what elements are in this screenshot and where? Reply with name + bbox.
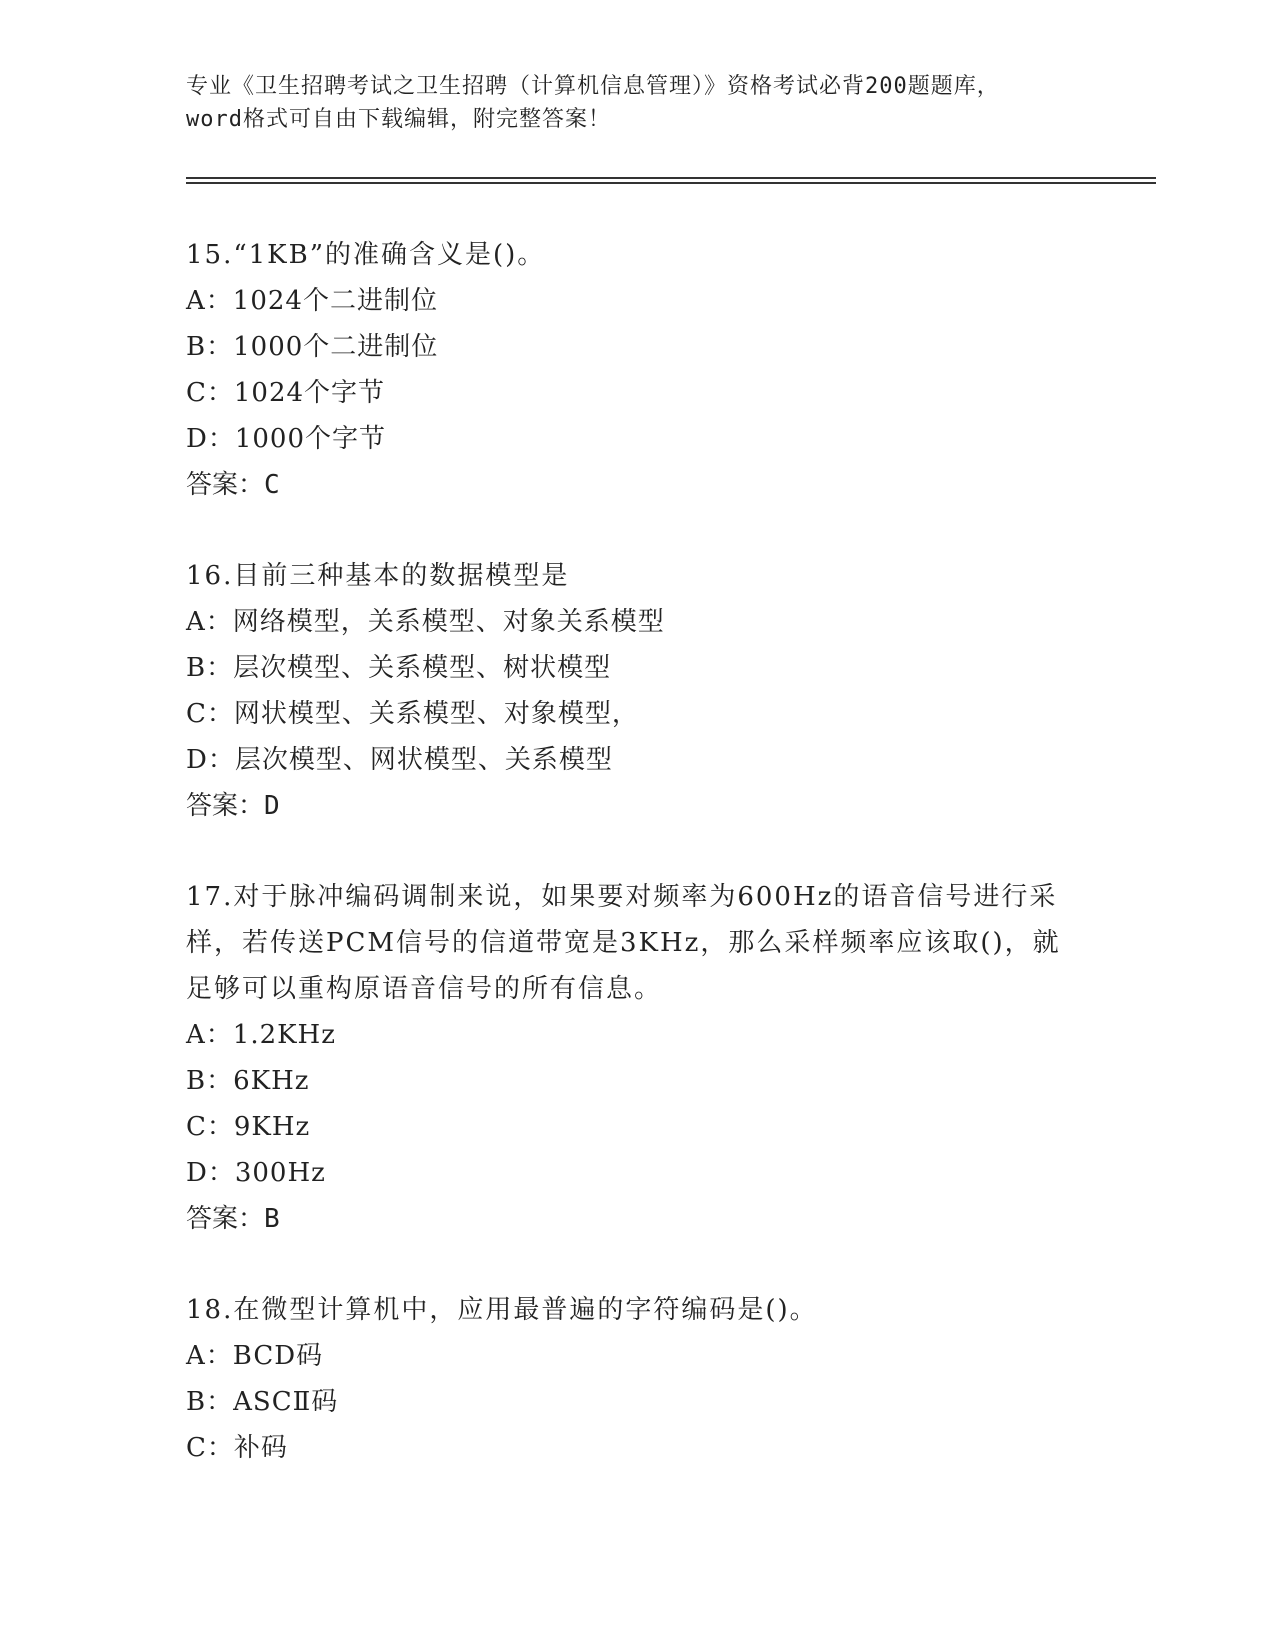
answer-label: 答案： [186, 1204, 265, 1234]
option-d: D：300Hz [186, 1158, 326, 1188]
option-d: D：1000个字节 [186, 424, 387, 454]
header-line-1: 专业《卫生招聘考试之卫生招聘（计算机信息管理）》资格考试必背200题题库， [186, 74, 1000, 99]
question-text: 17.对于脉冲编码调制来说，如果要对频率为600Hz的语音信号进行采样，若传送PCM信号的信道带宽是3KHz，那么采样频率应该取()，就足够可以重构原语音信号的所有信息。 [186, 882, 1061, 1004]
answer-value: B [264, 1204, 280, 1234]
question-18 [186, 1287, 1086, 1471]
header-divider-bottom [186, 182, 1156, 184]
answer-line [186, 783, 1086, 829]
answer-line [186, 462, 1086, 508]
question-text: 18.在微型计算机中，应用最普遍的字符编码是()。 [186, 1295, 818, 1325]
option-c: C：1024个字节 [186, 378, 386, 408]
answer-label: 答案： [186, 470, 265, 500]
option-a: A：1.2KHz [186, 1020, 336, 1050]
option-c: C：网状模型、关系模型、对象模型， [186, 699, 639, 729]
answer-value: C [264, 470, 280, 500]
question-list [186, 232, 1086, 1516]
option-a: A：BCD码 [186, 1341, 324, 1371]
question-16 [186, 553, 1086, 829]
question-text: 16.目前三种基本的数据模型是 [186, 561, 570, 591]
question-15 [186, 232, 1086, 508]
option-a: A：网络模型，关系模型、对象关系模型 [186, 607, 665, 637]
question-text: 15.“1KB”的准确含义是()。 [186, 240, 546, 270]
answer-label: 答案： [186, 791, 265, 821]
answer-value: D [264, 791, 280, 821]
header-line-2: word格式可自由下载编辑，附完整答案！ [186, 107, 611, 132]
option-d: D：层次模型、网状模型、关系模型 [186, 745, 613, 775]
option-b: B：1000个二进制位 [186, 332, 439, 362]
document-header [186, 70, 1086, 136]
header-divider-top [186, 177, 1156, 179]
option-b: B：层次模型、关系模型、树状模型 [186, 653, 612, 683]
option-c: C：补码 [186, 1433, 288, 1463]
option-b: B：6KHz [186, 1066, 310, 1096]
option-b: B：ASCⅡ码 [186, 1387, 339, 1417]
option-c: C：9KHz [186, 1112, 311, 1142]
option-a: A：1024个二进制位 [186, 286, 438, 316]
question-17 [186, 874, 1086, 1242]
answer-line [186, 1196, 1086, 1242]
